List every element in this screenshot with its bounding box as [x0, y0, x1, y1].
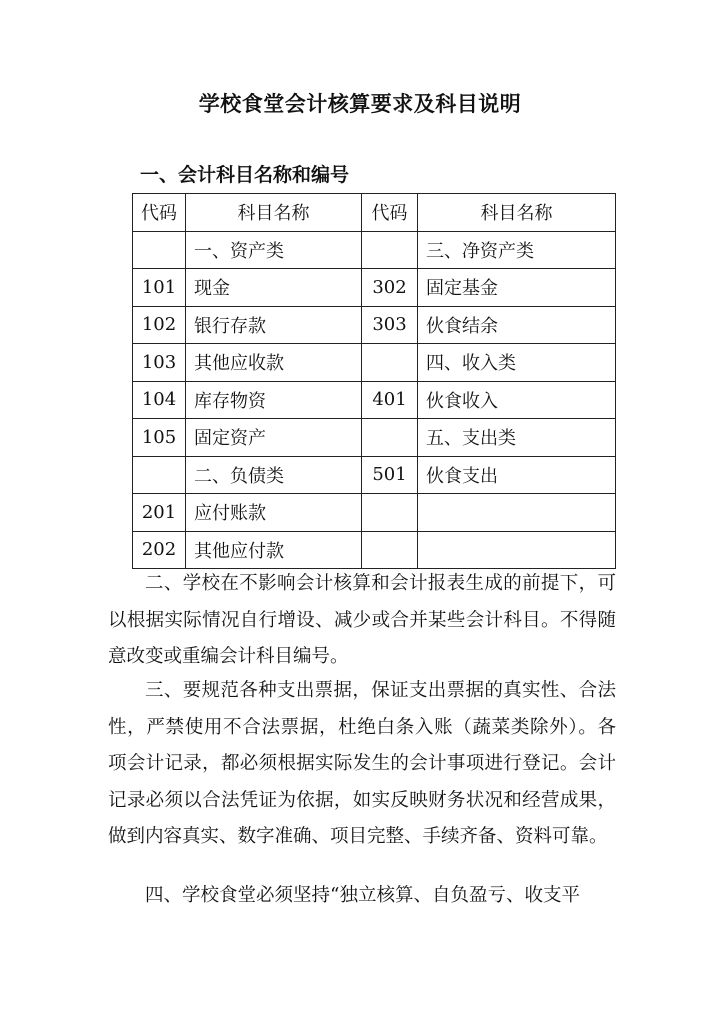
subject-code	[362, 419, 418, 457]
subject-code: 102	[133, 306, 186, 344]
subject-code	[362, 494, 418, 532]
table-row	[133, 344, 616, 382]
subject-name: 应付账款	[186, 494, 362, 532]
subject-name: 五、支出类	[418, 419, 616, 457]
header-code: 代码	[133, 194, 186, 232]
table-row	[133, 231, 616, 269]
subject-code	[362, 531, 418, 569]
table-row	[133, 269, 616, 307]
subject-code: 104	[133, 381, 186, 419]
subject-name: 伙食结余	[418, 306, 616, 344]
subject-code	[362, 344, 418, 382]
header-subject-name: 科目名称	[186, 194, 362, 232]
table-row	[133, 456, 616, 494]
subject-code: 202	[133, 531, 186, 569]
subject-name: 现金	[186, 269, 362, 307]
subject-name: 伙食收入	[418, 381, 616, 419]
subject-code: 302	[362, 269, 418, 307]
subject-name: 其他应收款	[186, 344, 362, 382]
table-header-row	[133, 194, 616, 232]
subject-name: 三、净资产类	[418, 231, 616, 269]
subject-code: 401	[362, 381, 418, 419]
subject-code	[362, 231, 418, 269]
paragraph-section-three: 三、要规范各种支出票据，保证支出票据的真实性、合法性，严禁使用不合法票据，杜绝白条入账（蔬菜类除外）。各项会计记录，都必须根据实际发生的会计事项进行登记。会计记录必须以合法凭证为依据，如实反映财务状况和经营成果，做到内容真实、数字准确、项目完整、手续齐备、资料可靠。	[108, 680, 616, 847]
paragraph-section-four: 四、学校食堂必须坚持“独立核算、自负盈亏、收支平	[145, 885, 580, 906]
subject-name: 固定基金	[418, 269, 616, 307]
section-heading: 一、会计科目名称和编号	[140, 164, 350, 186]
subject-name: 伙食支出	[418, 456, 616, 494]
subject-code: 501	[362, 456, 418, 494]
table-row	[133, 531, 616, 569]
subject-name: 四、收入类	[418, 344, 616, 382]
subject-name	[418, 494, 616, 532]
table-row	[133, 306, 616, 344]
subject-code	[133, 231, 186, 269]
header-code: 代码	[362, 194, 418, 232]
subject-name: 银行存款	[186, 306, 362, 344]
subject-name: 二、负债类	[186, 456, 362, 494]
subject-name: 其他应付款	[186, 531, 362, 569]
table-row	[133, 419, 616, 457]
subject-code	[133, 456, 186, 494]
subject-code: 201	[133, 494, 186, 532]
subject-code: 103	[133, 344, 186, 382]
subject-name: 库存物资	[186, 381, 362, 419]
header-subject-name: 科目名称	[418, 194, 616, 232]
table-row	[133, 381, 616, 419]
subject-name: 一、资产类	[186, 231, 362, 269]
paragraph-section-two: 二、学校在不影响会计核算和会计报表生成的前提下，可以根据实际情况自行增设、减少或合并某些会计科目。不得随意改变或重编会计科目编号。	[108, 573, 616, 667]
account-subjects-table	[132, 193, 616, 569]
subject-name	[418, 531, 616, 569]
table-row	[133, 494, 616, 532]
subject-code: 105	[133, 419, 186, 457]
subject-code: 303	[362, 306, 418, 344]
subject-code: 101	[133, 269, 186, 307]
subject-name: 固定资产	[186, 419, 362, 457]
document-title: 学校食堂会计核算要求及科目说明	[198, 91, 522, 116]
